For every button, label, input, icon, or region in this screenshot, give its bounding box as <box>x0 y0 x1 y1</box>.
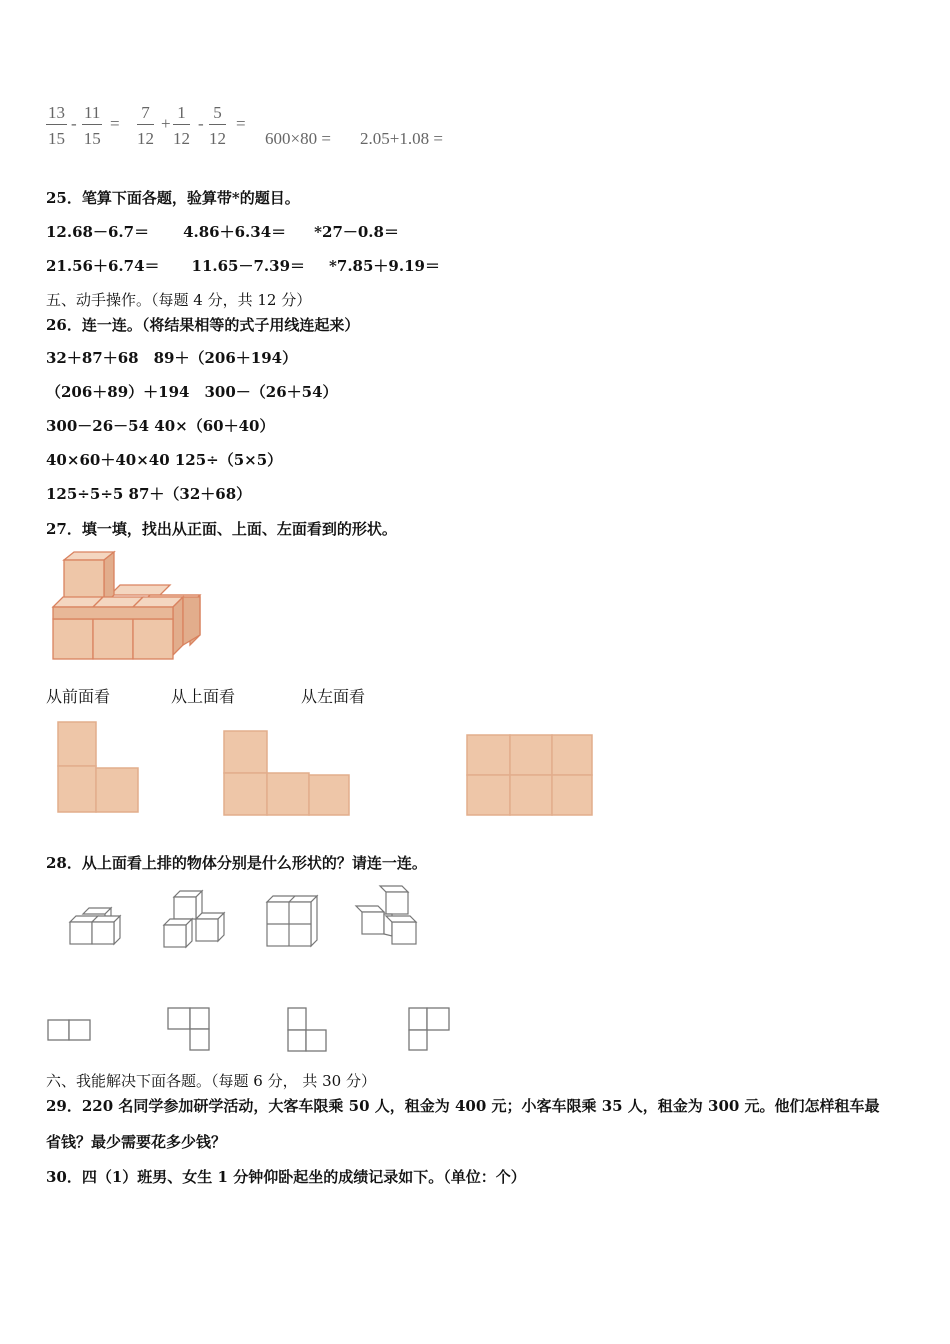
q25-expr: 12.68－6.7＝ <box>46 223 150 241</box>
q29-line2: 省钱？最少需要花多少钱？ <box>46 1133 227 1151</box>
q25-expr: 4.86＋6.34＝ <box>183 223 287 241</box>
minus-operator: - <box>198 114 204 133</box>
numerator: 1 <box>173 104 190 125</box>
q25-expr: 11.65－7.39＝ <box>191 257 306 275</box>
plus-operator: + <box>161 114 171 133</box>
top-shape-option-1 <box>46 1018 92 1042</box>
front-view-shape <box>55 720 145 815</box>
numerator: 7 <box>137 104 154 125</box>
q26-row: （206＋89）＋194 300－（26＋54） <box>46 383 338 401</box>
denominator: 15 <box>83 129 101 148</box>
fraction-7-12 <box>137 104 154 147</box>
top-shape-option-3 <box>284 1006 332 1054</box>
q26-title: 26．连一连。（将结果相等的式子用线连起来） <box>46 316 360 334</box>
cube-stack-figure <box>48 550 208 665</box>
minus-operator: - <box>71 114 77 133</box>
object-figure-1 <box>65 900 125 950</box>
q26-row: 32＋87＋68 89＋（206＋194） <box>46 349 298 367</box>
left-view-shape <box>465 733 595 818</box>
equals-sign: = <box>110 114 120 133</box>
fraction-5-12 <box>209 104 226 147</box>
denominator: 12 <box>173 129 190 148</box>
object-figure-2 <box>160 887 230 957</box>
view-label-top: 从上面看 <box>171 687 236 706</box>
q25-expr: *27－0.8＝ <box>314 223 399 241</box>
fraction-1-12 <box>173 104 190 147</box>
object-figure-4 <box>356 882 426 952</box>
q25-row1 <box>46 221 399 242</box>
q25-row2 <box>46 255 440 276</box>
q30-title: 30．四（1）班男、女生 1 分钟仰卧起坐的成绩记录如下。（单位：个） <box>46 1168 526 1186</box>
fraction-11-15 <box>82 104 102 147</box>
numerator: 13 <box>46 104 67 125</box>
view-label-front: 从前面看 <box>46 687 111 706</box>
expression-600x80: 600×80 = <box>265 129 331 148</box>
q25-title: 25．笔算下面各题，验算带*的题目。 <box>46 189 300 207</box>
top-view-shape <box>222 728 352 818</box>
q25-expr: *7.85＋9.19＝ <box>329 257 440 275</box>
top-shape-option-4 <box>405 1006 453 1054</box>
q26-row: 125÷5÷5 87＋（32＋68） <box>46 485 252 503</box>
denominator: 15 <box>48 129 65 148</box>
numerator: 11 <box>82 104 102 125</box>
object-figure-3 <box>263 892 323 952</box>
fraction-13-15 <box>46 104 67 147</box>
q26-row: 300－26－54 40×（60＋40） <box>46 417 275 435</box>
denominator: 12 <box>209 129 226 148</box>
q25-expr: 21.56＋6.74＝ <box>46 257 160 275</box>
expression-decimal-add: 2.05+1.08 = <box>360 129 443 148</box>
q29-line1: 29．220 名同学参加研学活动，大客车限乘 50 人，租金为 400 元；小客车限乘 35 人，租金为 300 元。他们怎样租车最 <box>46 1097 880 1115</box>
q28-title: 28．从上面看上排的物体分别是什么形状的？请连一连。 <box>46 854 427 872</box>
q26-row: 40×60＋40×40 125÷（5×5） <box>46 451 283 469</box>
numerator: 5 <box>209 104 226 125</box>
q27-title: 27．填一填，找出从正面、上面、左面看到的形状。 <box>46 520 397 538</box>
equals-sign: = <box>236 114 246 133</box>
section-6-heading: 六、我能解决下面各题。（每题 6 分， 共 30 分） <box>46 1072 376 1090</box>
denominator: 12 <box>137 129 154 148</box>
section-5-heading: 五、动手操作。（每题 4 分，共 12 分） <box>46 291 312 309</box>
view-label-left: 从左面看 <box>301 687 366 706</box>
top-shape-option-2 <box>164 1006 212 1052</box>
